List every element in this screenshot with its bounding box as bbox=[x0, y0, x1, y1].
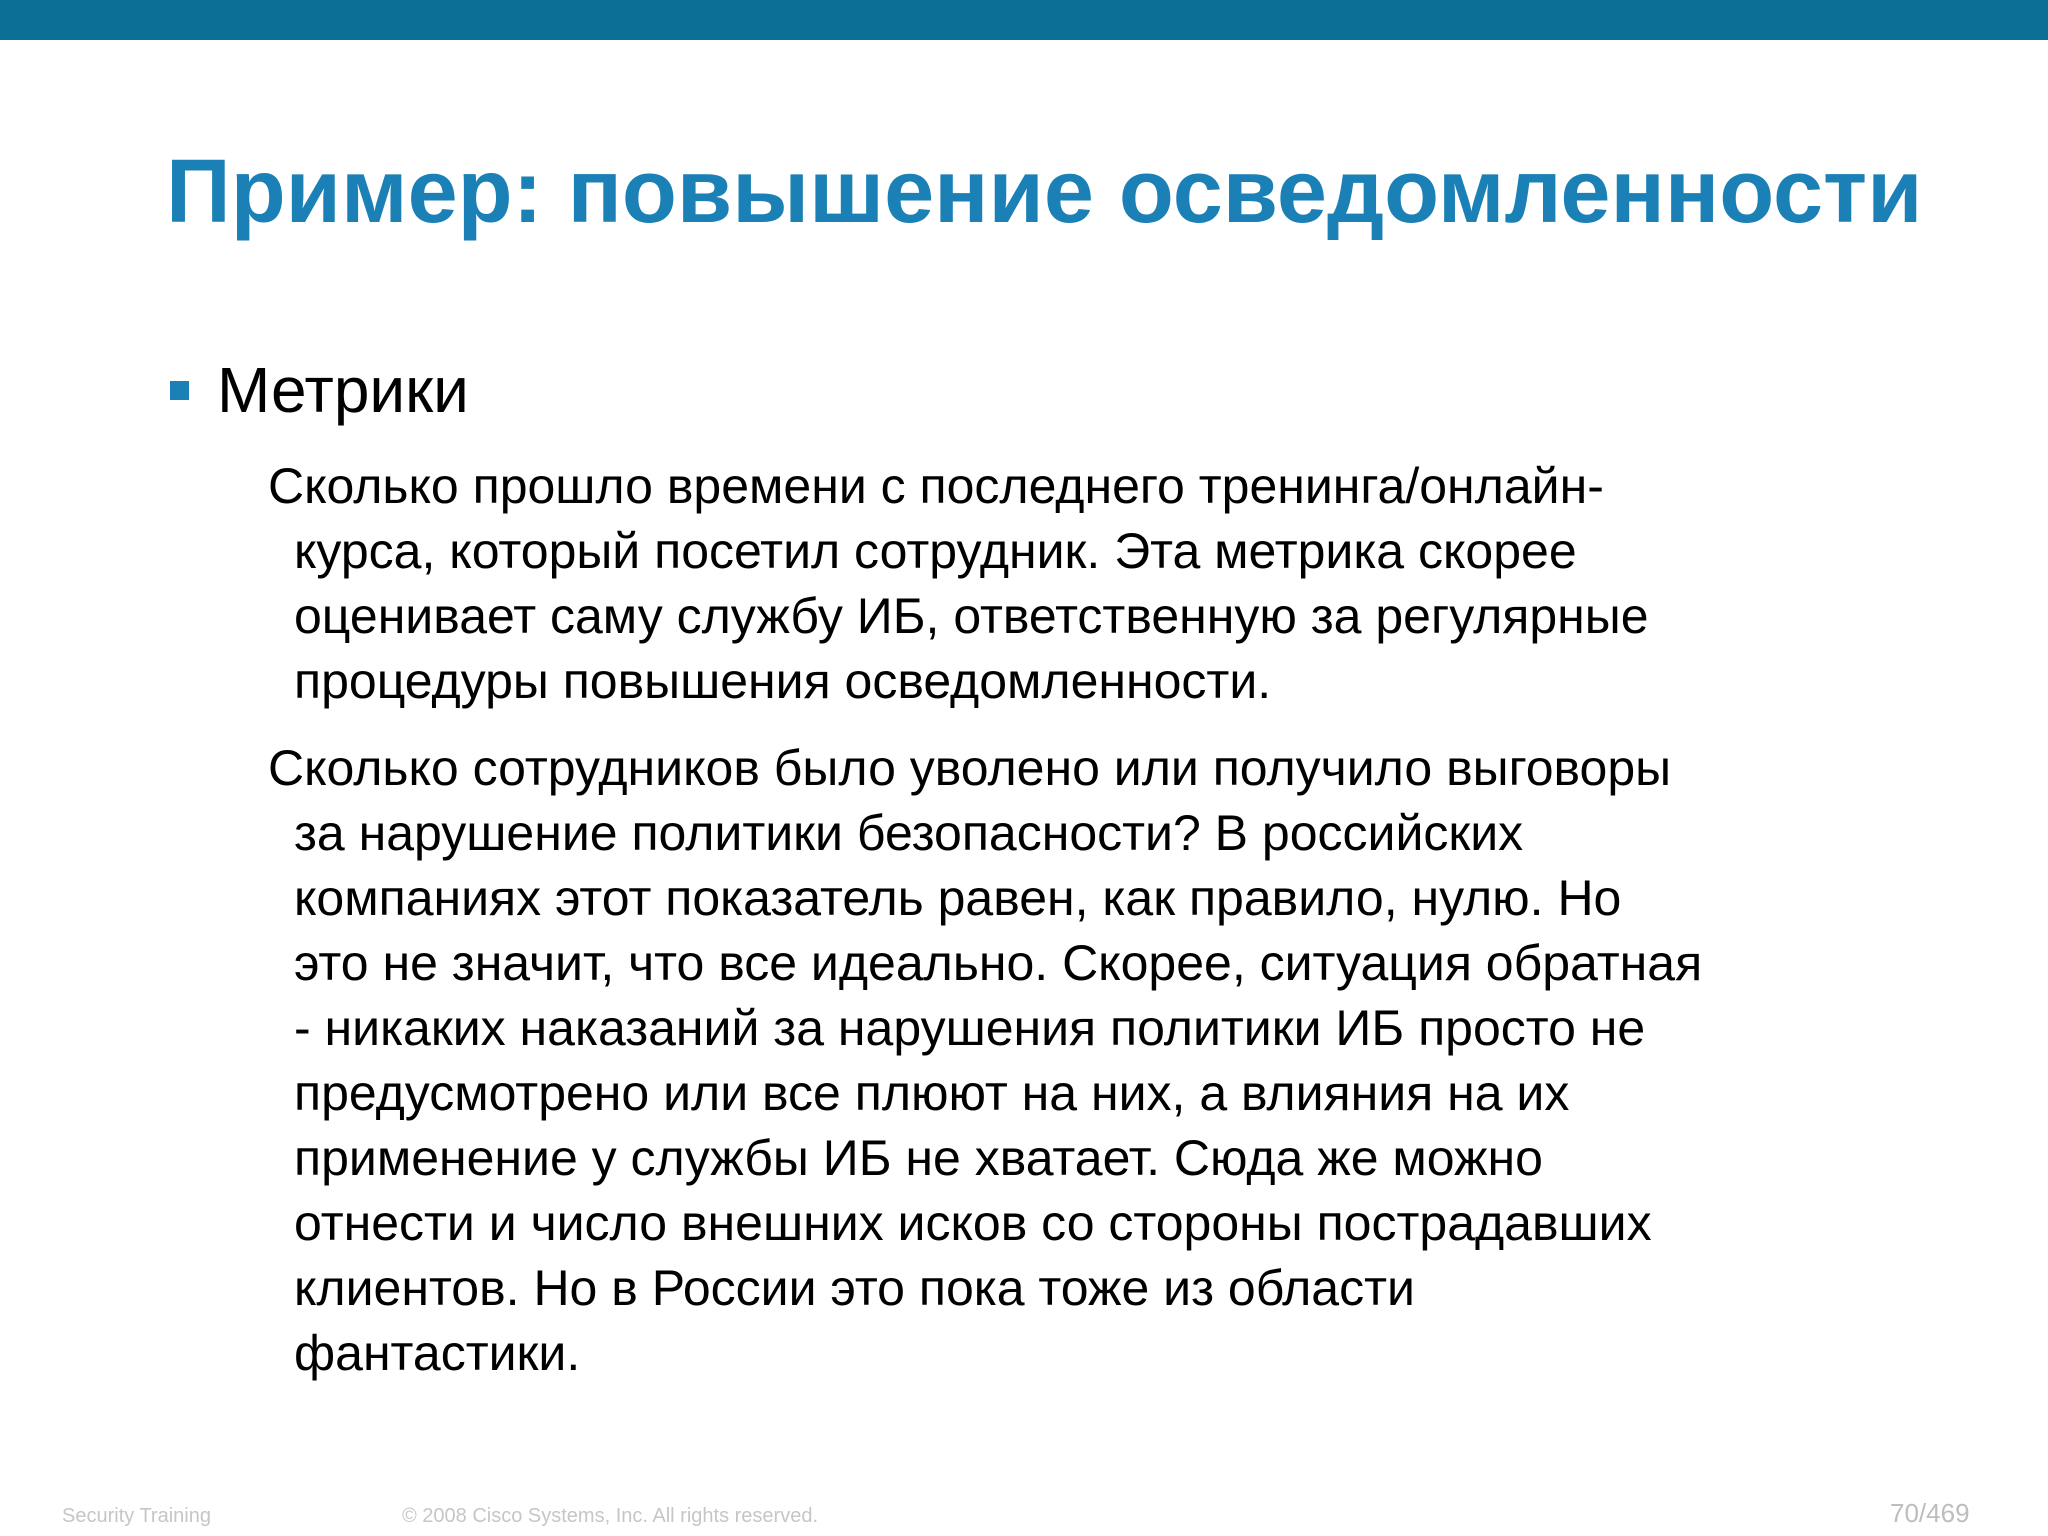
footer-copyright: © 2008 Cisco Systems, Inc. All rights reserved. bbox=[402, 1505, 819, 1527]
paragraph-1 bbox=[268, 454, 1649, 714]
paragraph-line: - никаких наказаний за нарушения политики ИБ просто не bbox=[294, 1000, 1646, 1056]
paragraph-line: процедуры повышения осведомленности. bbox=[294, 653, 1272, 709]
paragraph-line: предусмотрено или все плюют на них, а влияния на их bbox=[294, 1065, 1570, 1121]
paragraph-line: отнести и число внешних исков со стороны пострадавших bbox=[294, 1195, 1652, 1251]
footer-course-name: Security Training bbox=[62, 1505, 211, 1527]
bullet-label: Метрики bbox=[217, 354, 469, 426]
paragraph-line: это не значит, что все идеально. Скорее, ситуация обратная bbox=[294, 935, 1703, 991]
paragraph-line: Сколько прошло времени с последнего тренинга/онлайн- bbox=[268, 458, 1604, 514]
paragraph-line: за нарушение политики безопасности? В российских bbox=[294, 805, 1524, 861]
top-bar bbox=[0, 0, 2048, 40]
paragraph-2 bbox=[268, 736, 1702, 1386]
paragraph-line: применение у службы ИБ не хватает. Сюда же можно bbox=[294, 1130, 1543, 1186]
paragraph-line: фантастики. bbox=[294, 1325, 581, 1381]
page-number: 70/469 bbox=[1890, 1498, 1970, 1528]
paragraph-line: оценивает саму службу ИБ, ответственную за регулярные bbox=[294, 588, 1649, 644]
paragraph-line: компаниях этот показатель равен, как правило, нулю. Но bbox=[294, 870, 1622, 926]
slide-title: Пример: повышение осведомленности bbox=[166, 142, 1923, 242]
square-bullet-icon bbox=[170, 381, 189, 400]
bullet-item bbox=[170, 350, 469, 430]
paragraph-line: клиентов. Но в России это пока тоже из области bbox=[294, 1260, 1415, 1316]
paragraph-line: курса, который посетил сотрудник. Эта метрика скорее bbox=[294, 523, 1577, 579]
paragraph-line: Сколько сотрудников было уволено или получило выговоры bbox=[268, 740, 1672, 796]
